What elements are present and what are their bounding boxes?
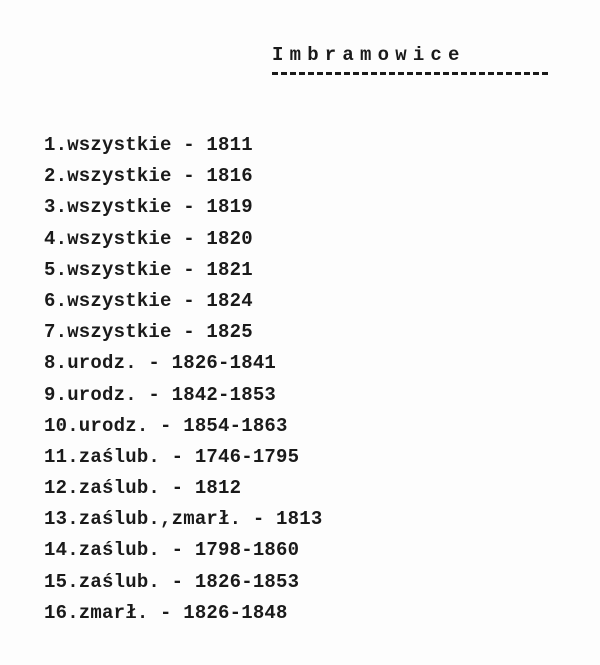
- list-item: 16.zmarł. - 1826-1848: [44, 601, 288, 624]
- list-item: 7.wszystkie - 1825: [44, 321, 253, 344]
- list-item: 11.zaślub. - 1746-1795: [44, 445, 300, 468]
- list-item: 15.zaślub. - 1826-1853: [44, 570, 300, 593]
- list-item: 6.wszystkie - 1824: [44, 289, 253, 312]
- list-item: 2.wszystkie - 1816: [44, 165, 253, 188]
- list-item: 3.wszystkie - 1819: [44, 196, 253, 219]
- list-item: 8.urodz. - 1826-1841: [44, 352, 277, 375]
- list-item: 14.zaślub. - 1798-1860: [44, 539, 300, 562]
- list-item: 1.wszystkie - 1811: [44, 134, 253, 156]
- list-item: 12.zaślub. - 1812: [44, 477, 242, 500]
- list-item: 10.urodz. - 1854-1863: [44, 414, 288, 437]
- page-title: Imbramowice: [272, 44, 466, 66]
- entry-list: [44, 130, 322, 629]
- list-item: 13.zaślub.,zmarł. - 1813: [44, 508, 323, 531]
- list-item: 5.wszystkie - 1821: [44, 258, 253, 281]
- list-item: 4.wszystkie - 1820: [44, 227, 253, 250]
- title-underline: [272, 72, 548, 75]
- list-item: 9.urodz. - 1842-1853: [44, 383, 277, 406]
